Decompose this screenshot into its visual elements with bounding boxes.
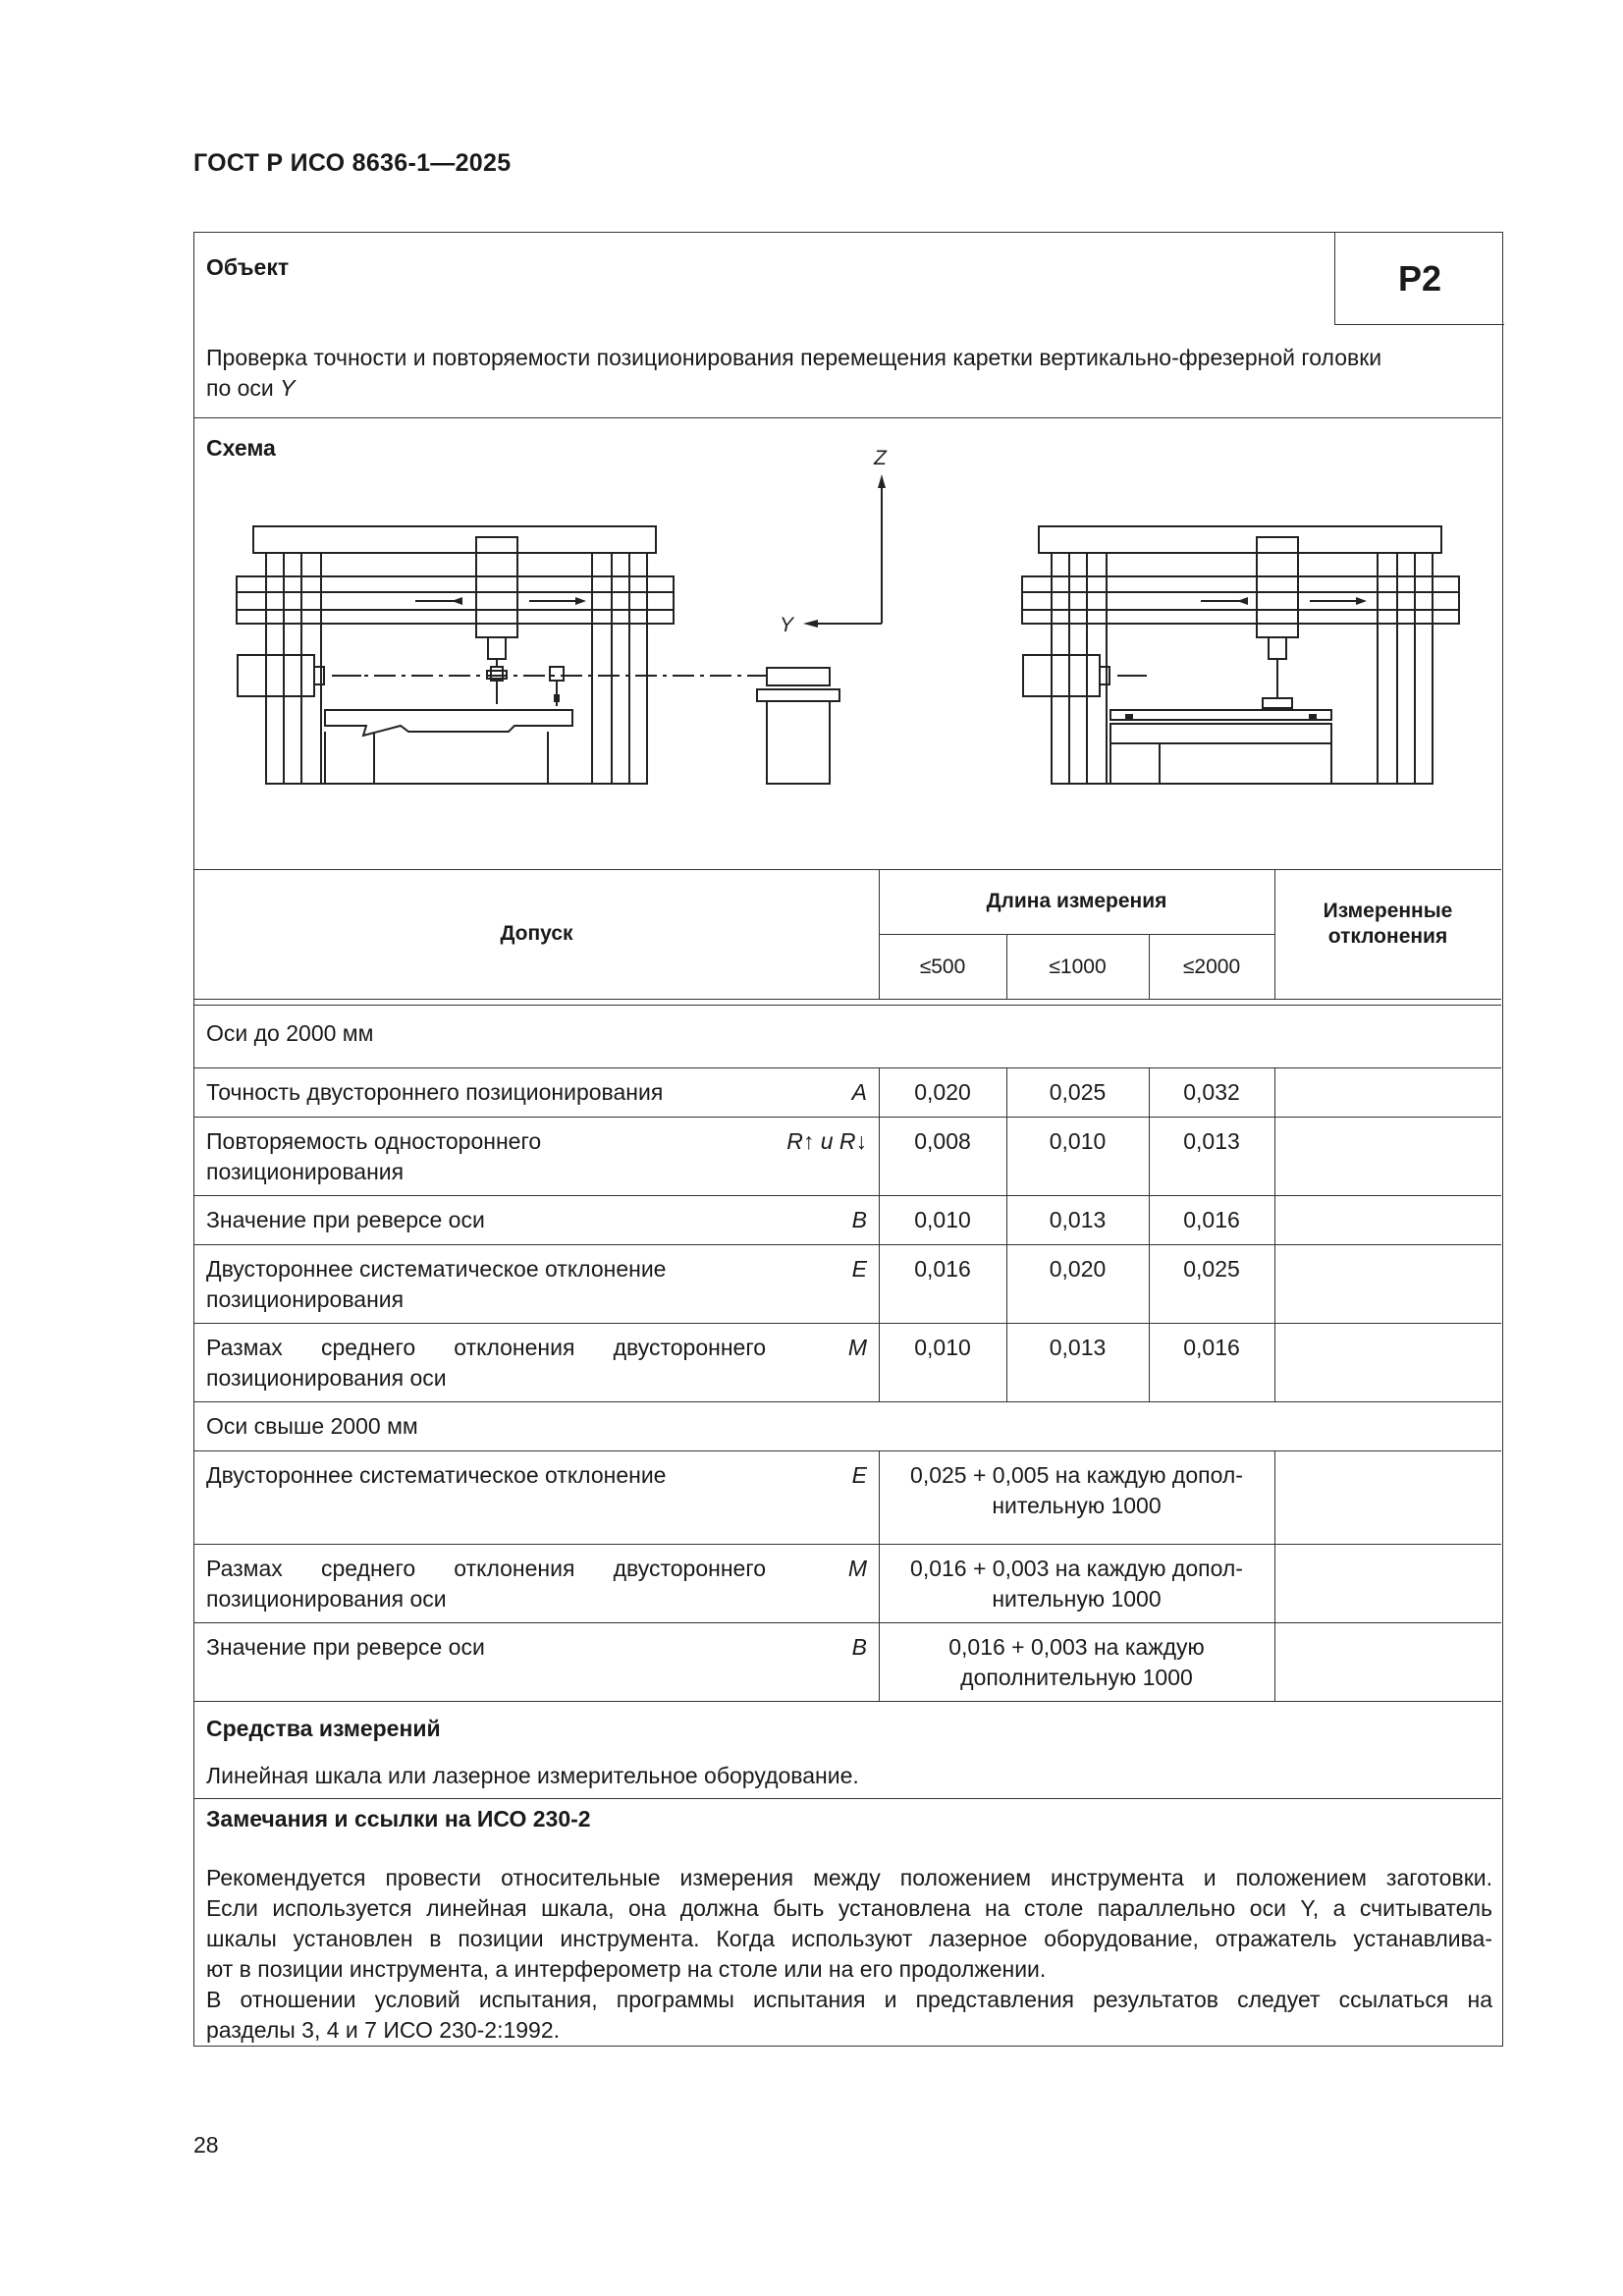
col-length-header: Длина измерения	[986, 890, 1167, 912]
row-symbol: E	[851, 1256, 867, 1282]
row-symbol: R↑ и R↓	[786, 1128, 867, 1154]
len-2000-header: ≤2000	[1182, 956, 1241, 978]
row-value-1000: 0,025	[1049, 1079, 1107, 1105]
row-value-500: 0,010	[914, 1335, 971, 1360]
row-symbol: E	[851, 1462, 867, 1488]
row-name: Размах среднего отклонения двустороннего позиционирования оси	[206, 1556, 766, 1612]
right-machine-drawing	[1022, 526, 1459, 784]
machine-schematic	[224, 449, 1490, 881]
row-symbol: B	[851, 1207, 867, 1232]
test-code-box	[1334, 233, 1504, 325]
section-up-to-2000: Оси до 2000 мм	[206, 1020, 374, 1046]
row-value-500: 0,008	[914, 1128, 971, 1154]
row-name: Размах среднего отклонения двустороннего позиционирования оси	[206, 1335, 766, 1391]
row-name: Точность двустороннего позиционирования	[206, 1079, 664, 1105]
left-machine-drawing	[237, 526, 674, 784]
axis-z-label: Z	[874, 449, 887, 469]
row-value-2000: 0,032	[1183, 1079, 1240, 1105]
axis-y-label: Y	[280, 375, 296, 401]
row-symbol: M	[847, 1335, 867, 1360]
row-value-2000: 0,016	[1183, 1335, 1240, 1360]
object-description	[206, 343, 1492, 404]
row-value-2000: 0,025	[1183, 1256, 1240, 1282]
divider	[194, 417, 1501, 418]
object-description-line2: по оси Y	[206, 375, 296, 401]
remarks-text: Рекомендуется провести относительные измерения между положением инструмента и положением заготовки. Если используется линейная шкала, она должна быть установлена на столе параллельно оси Y, а считыватель шкалы установлен в позиции инструмента. Когда используют лазерное оборудование, отражатель устанавлива- ют в позиции инструмента, а интерферометр на столе или на его продолжении. В отношении условий испытания, программы испытания и представления результатов следует ссылаться на разделы 3, 4 и 7 ИСО 230-2:1992.	[206, 1865, 1492, 2043]
row-name: Двустороннее систематическое отклонение позиционирования	[206, 1256, 667, 1312]
col-tolerance-header: Допуск	[500, 922, 573, 945]
row-value-1000: 0,020	[1049, 1256, 1107, 1282]
row-name: Повторяемость одностороннего позиционирования	[206, 1128, 542, 1184]
row-value-1000: 0,013	[1049, 1335, 1107, 1360]
row-name: Двустороннее систематическое отклонение	[206, 1462, 667, 1488]
measuring-text: Линейная шкала или лазерное измерительное оборудование.	[206, 1763, 859, 1788]
section-over-2000: Оси свыше 2000 мм	[206, 1413, 418, 1439]
col-measured-header: Измеренные отклонения	[1323, 900, 1453, 948]
test-sheet	[193, 232, 1503, 2047]
row-value-formula: 0,016 + 0,003 на каждую допол- нительную 1000	[910, 1556, 1243, 1612]
remarks-label: Замечания и ссылки на ИСО 230-2	[206, 1806, 591, 1831]
axis-y-diagram-label: Y	[780, 614, 794, 636]
object-description-line1: Проверка точности и повторяемости позиционирования перемещения каретки вертикально-фрезерной головки	[206, 345, 1382, 370]
object-label: Объект	[206, 254, 290, 280]
row-symbol: B	[851, 1634, 867, 1660]
laser-interferometer-drawing	[757, 668, 839, 784]
row-value-500: 0,020	[914, 1079, 971, 1105]
page-number: 28	[193, 2132, 219, 2158]
row-value-500: 0,016	[914, 1256, 971, 1282]
len-1000-header: ≤1000	[1049, 956, 1107, 978]
row-value-1000: 0,010	[1049, 1128, 1107, 1154]
row-value-2000: 0,016	[1183, 1207, 1240, 1232]
row-value-formula: 0,016 + 0,003 на каждую дополнительную 1000	[948, 1634, 1205, 1690]
row-value-2000: 0,013	[1183, 1128, 1240, 1154]
row-symbol: A	[851, 1079, 867, 1105]
row-name: Значение при реверсе оси	[206, 1207, 485, 1232]
row-value-500: 0,010	[914, 1207, 971, 1232]
row-symbol: M	[847, 1556, 867, 1581]
test-code: P2	[1397, 258, 1442, 299]
row-value-1000: 0,013	[1049, 1207, 1107, 1232]
schema-label: Схема	[206, 435, 276, 461]
len-500-header: ≤500	[919, 956, 966, 978]
row-value-formula: 0,025 + 0,005 на каждую допол- нительную 1000	[910, 1462, 1243, 1518]
standard-code: ГОСТ Р ИСО 8636-1—2025	[193, 149, 512, 177]
row-name: Значение при реверсе оси	[206, 1634, 485, 1660]
measuring-label: Средства измерений	[206, 1716, 441, 1741]
